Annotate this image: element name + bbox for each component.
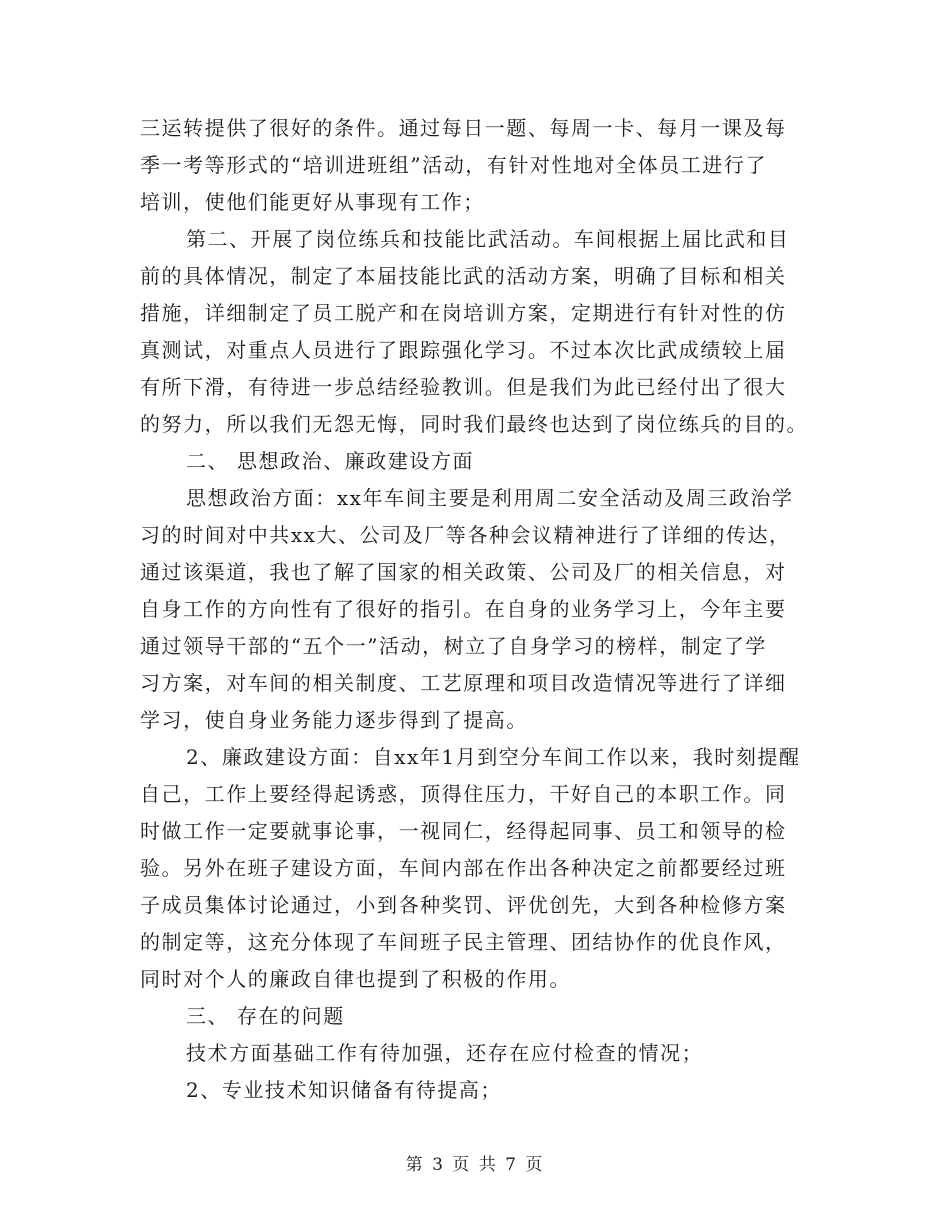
text-line: 自己，工作上要经得起诱惑，顶得住压力，干好自己的本职工作。同 [140, 782, 787, 806]
text-line: 的努力，所以我们无怨无悔，同时我们最终也达到了岗位练兵的目的。 [140, 412, 809, 436]
text-line: 习的时间对中共xx大、公司及厂等各种会议精神进行了详细的传达， [140, 523, 791, 547]
text-line: 前的具体情况，制定了本届技能比武的活动方案，明确了目标和相关 [140, 264, 787, 288]
text-line: 二、 思想政治、廉政建设方面 [186, 449, 475, 473]
text-line: 通过该渠道，我也了解了国家的相关政策、公司及厂的相关信息，对 [140, 560, 787, 584]
text-line: 子成员集体讨论通过，小到各种奖罚、评优创先，大到各种检修方案 [140, 893, 787, 917]
text-line: 季一考等形式的“培训进班组”活动，有针对性地对全体员工进行了 [140, 153, 767, 177]
text-line: 2、专业技术知识储备有待提高； [186, 1078, 502, 1102]
document-body [140, 110, 820, 1109]
text-line: 的制定等，这充分体现了车间班子民主管理、团结协作的优良作风， [140, 930, 787, 954]
text-line: 三、 存在的问题 [186, 1004, 345, 1028]
text-line: 自身工作的方向性有了很好的指引。在自身的业务学习上，今年主要 [140, 597, 787, 621]
text-line: 验。另外在班子建设方面，车间内部在作出各种决定之前都要经过班 [140, 856, 787, 880]
text-line: 第二、开展了岗位练兵和技能比武活动。车间根据上届比武和目 [186, 227, 790, 251]
page-footer: 第 3 页 共 7 页 [405, 1155, 545, 1175]
text-line: 思想政治方面：xx年车间主要是利用周二安全活动及周三政治学 [186, 486, 794, 510]
text-line: 习方案，对车间的相关制度、工艺原理和项目改造情况等进行了详细 [140, 671, 787, 695]
text-line: 措施，详细制定了员工脱产和在岗培训方案，定期进行有针对性的仿 [140, 301, 787, 325]
text-line: 有所下滑，有待进一步总结经验教训。但是我们为此已经付出了很大 [140, 375, 787, 399]
text-line: 技术方面基础工作有待加强，还存在应付检查的情况； [186, 1041, 704, 1065]
text-line: 培训，使他们能更好从事现有工作； [140, 190, 485, 214]
text-line: 三运转提供了很好的条件。通过每日一题、每周一卡、每月一课及每 [140, 116, 787, 140]
text-line: 真测试，对重点人员进行了跟踪强化学习。不过本次比武成绩较上届 [140, 338, 787, 362]
text-line: 同时对个人的廉政自律也提到了积极的作用。 [140, 967, 571, 991]
text-line: 通过领导干部的“五个一”活动，树立了自身学习的榜样，制定了学 [140, 634, 767, 658]
text-line: 2、廉政建设方面：自xx年1月到空分车间工作以来，我时刻提醒 [186, 745, 801, 769]
text-line: 学习，使自身业务能力逐步得到了提高。 [140, 708, 528, 732]
text-line: 时做工作一定要就事论事，一视同仁，经得起同事、员工和领导的检 [140, 819, 787, 843]
